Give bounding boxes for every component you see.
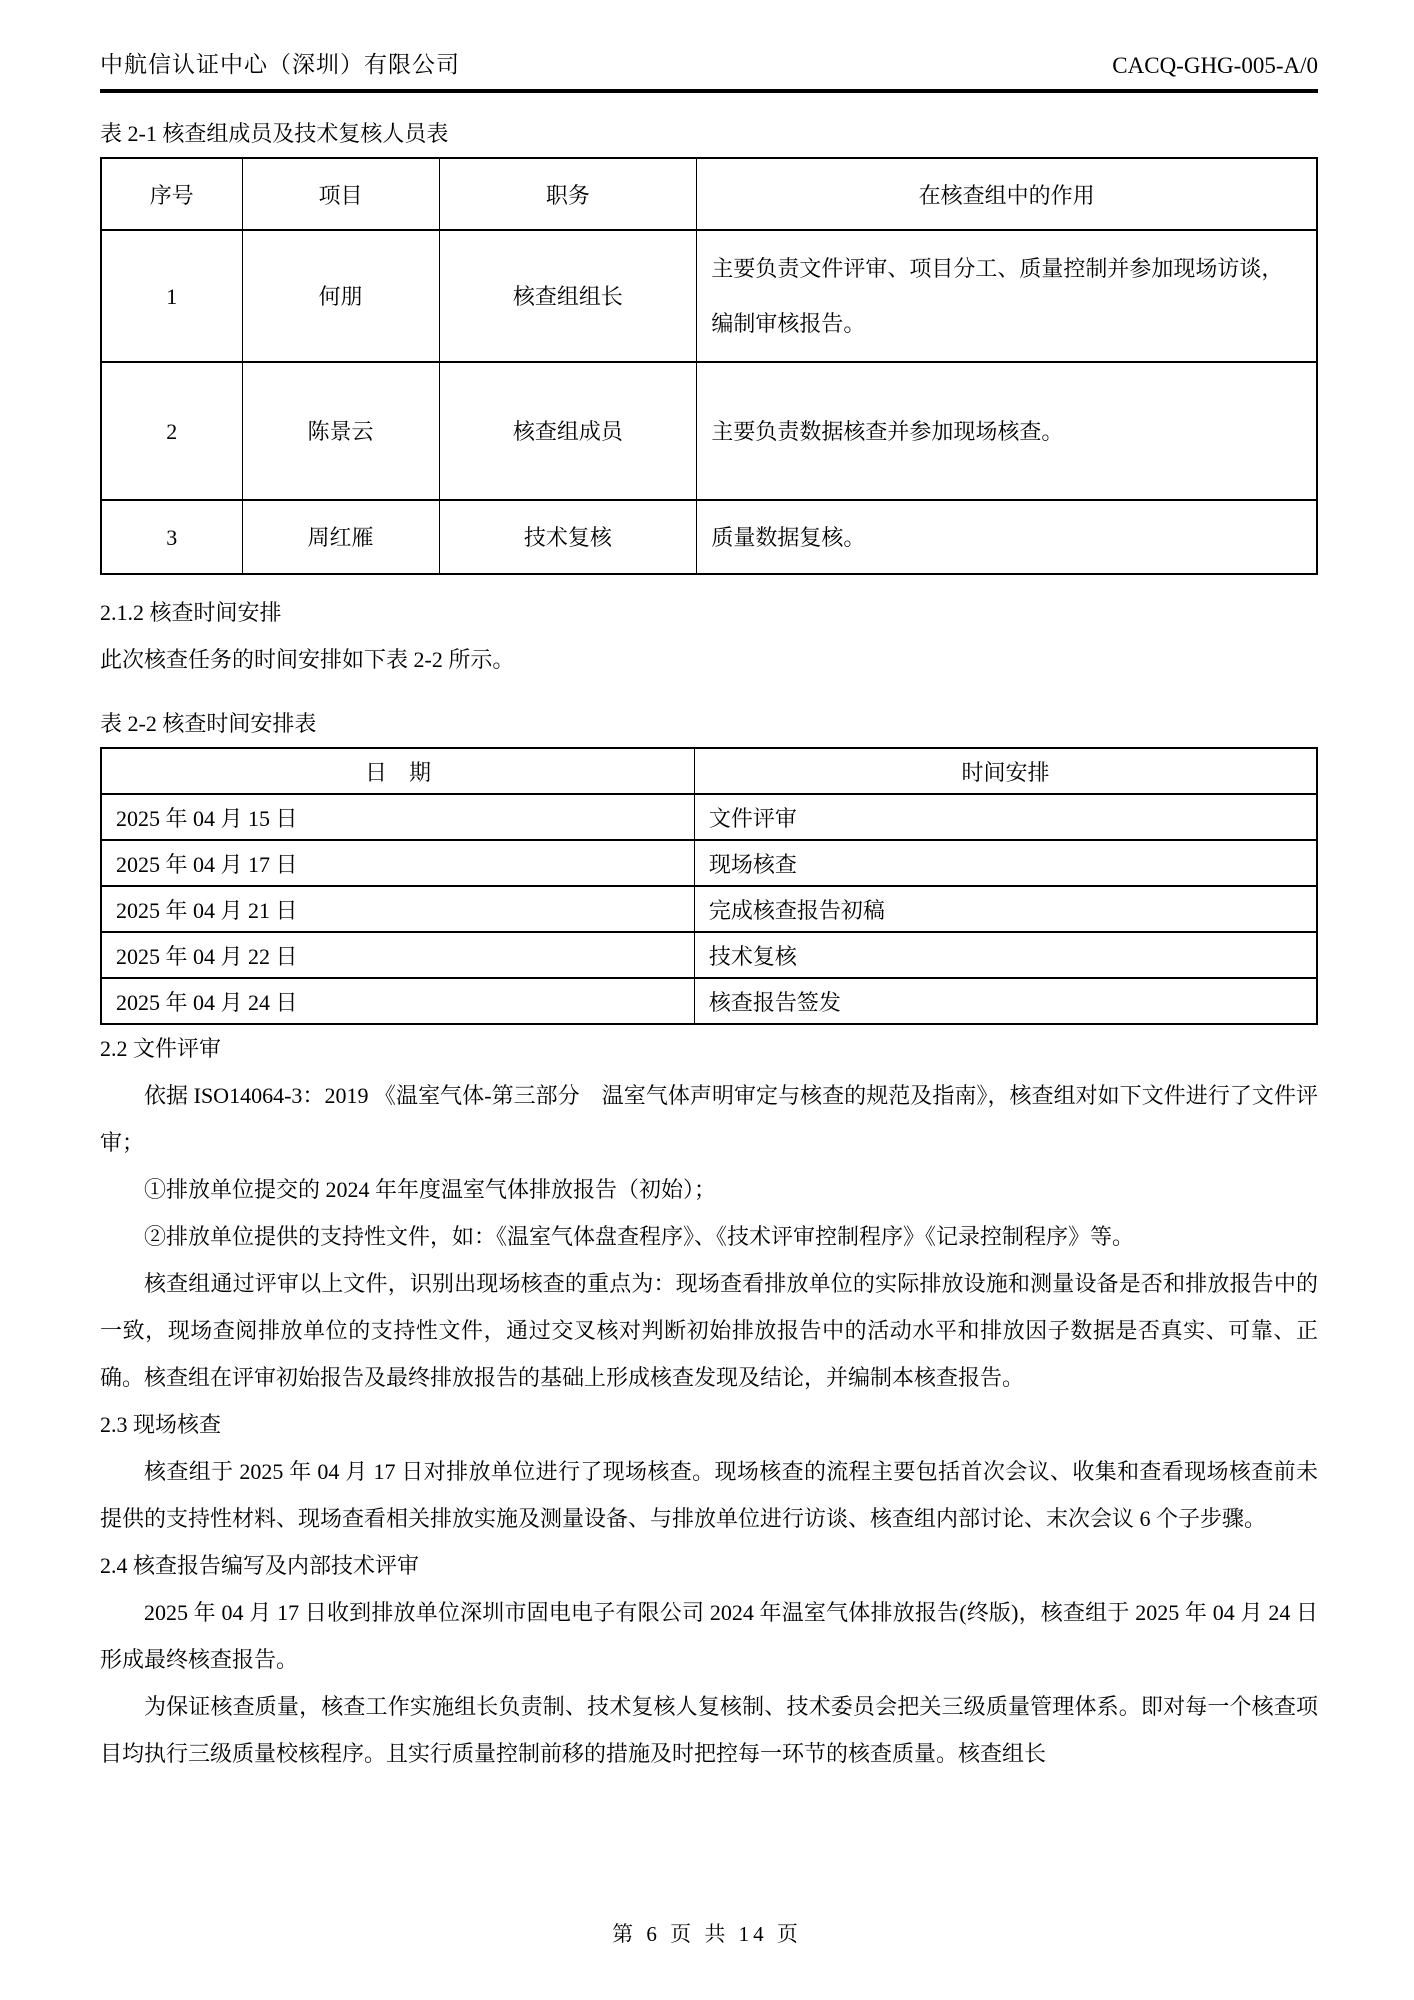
- company-name: 中航信认证中心（深圳）有限公司: [100, 52, 460, 77]
- cell-duty: 主要负责文件评审、项目分工、质量控制并参加现场访谈，编制审核报告。: [697, 230, 1317, 362]
- cell-index: 1: [101, 230, 242, 362]
- table-row: [101, 362, 1317, 500]
- cell-date: 2025 年 04 月 17 日: [101, 840, 694, 886]
- page-number: 第 6 页 共 14 页: [612, 1922, 802, 1946]
- document-header: [100, 46, 1318, 93]
- cell-name: 何朋: [242, 230, 439, 362]
- table-row: [101, 500, 1317, 574]
- section-212-intro: 此次核查任务的时间安排如下表 2-2 所示。: [100, 647, 515, 672]
- table-row: [101, 794, 1317, 840]
- cell-activity: 核查报告签发: [694, 978, 1317, 1024]
- section-23-paragraph-1: 核查组于 2025 年 04 月 17 日对排放单位进行了现场核查。现场核查的流程主要包括首次会议、收集和查看现场核查前未提供的支持性材料、现场查看相关排放实施及测量设备、与排放单位进行访谈、核查组内部讨论、末次会议 6 个子步骤。: [100, 1459, 1318, 1531]
- table1-caption: 表 2-1 核查组成员及技术复核人员表: [100, 121, 449, 146]
- table2-caption: 表 2-2 核查时间安排表: [100, 711, 317, 736]
- cell-duty: 主要负责数据核查并参加现场核查。: [697, 362, 1317, 500]
- team-table-header-row: [101, 158, 1317, 230]
- team-table-header-duty: 在核查组中的作用: [697, 158, 1317, 230]
- section-22-item-1: ①排放单位提交的 2024 年年度温室气体排放报告（初始）；: [144, 1177, 717, 1202]
- cell-duty: 质量数据复核。: [697, 500, 1317, 574]
- section-24-paragraph-1: 2025 年 04 月 17 日收到排放单位深圳市固电电子有限公司 2024 年温室气体排放报告(终版)，核查组于 2025 年 04 月 24 日形成最终核查报告。: [100, 1600, 1318, 1672]
- cell-activity: 现场核查: [694, 840, 1317, 886]
- table-row: [101, 978, 1317, 1024]
- cell-name: 周红雁: [242, 500, 439, 574]
- cell-activity: 文件评审: [694, 794, 1317, 840]
- schedule-table-header-row: [101, 748, 1317, 794]
- table-row: [101, 230, 1317, 362]
- cell-activity: 完成核查报告初稿: [694, 886, 1317, 932]
- cell-index: 3: [101, 500, 242, 574]
- schedule-table: [100, 747, 1318, 1025]
- table-row: [101, 886, 1317, 932]
- team-table: [100, 157, 1318, 575]
- cell-date: 2025 年 04 月 24 日: [101, 978, 694, 1024]
- table-row: [101, 840, 1317, 886]
- cell-activity: 技术复核: [694, 932, 1317, 978]
- cell-date: 2025 年 04 月 21 日: [101, 886, 694, 932]
- section-212-heading: 2.1.2 核查时间安排: [100, 600, 282, 625]
- schedule-header-activity: 时间安排: [694, 748, 1317, 794]
- section-22-heading: 2.2 文件评审: [100, 1036, 222, 1061]
- cell-index: 2: [101, 362, 242, 500]
- cell-date: 2025 年 04 月 15 日: [101, 794, 694, 840]
- document-number: CACQ-GHG-005-A/0: [1112, 53, 1318, 78]
- team-table-header-index: 序号: [101, 158, 242, 230]
- cell-role: 技术复核: [439, 500, 697, 574]
- section-24-paragraph-2: 为保证核查质量，核查工作实施组长负责制、技术复核人复核制、技术委员会把关三级质量管理体系。即对每一个核查项目均执行三级质量校核程序。且实行质量控制前移的措施及时把控每一环节的核查质量。核查组长: [100, 1694, 1318, 1766]
- team-table-header-name: 项目: [242, 158, 439, 230]
- table-row: [101, 932, 1317, 978]
- cell-role: 核查组组长: [439, 230, 697, 362]
- team-table-header-role: 职务: [439, 158, 697, 230]
- section-22-paragraph-2: 核查组通过评审以上文件，识别出现场核查的重点为：现场查看排放单位的实际排放设施和测量设备是否和排放报告中的一致，现场查阅排放单位的支持性文件，通过交叉核对判断初始排放报告中的活动水平和排放因子数据是否真实、可靠、正确。核查组在评审初始报告及最终排放报告的基础上形成核查发现及结论，并编制本核查报告。: [100, 1271, 1318, 1390]
- section-22-paragraph-1: 依据 ISO14064-3：2019 《温室气体-第三部分 温室气体声明审定与核查的规范及指南》，核查组对如下文件进行了文件评审；: [100, 1083, 1318, 1155]
- section-24-heading: 2.4 核查报告编写及内部技术评审: [100, 1553, 420, 1578]
- section-22-item-2: ②排放单位提供的支持性文件，如：《温室气体盘查程序》、《技术评审控制程序》《记录控制程序》等。: [144, 1224, 1135, 1249]
- cell-date: 2025 年 04 月 22 日: [101, 932, 694, 978]
- cell-name: 陈景云: [242, 362, 439, 500]
- schedule-header-date: 日 期: [101, 748, 694, 794]
- cell-role: 核查组成员: [439, 362, 697, 500]
- section-23-heading: 2.3 现场核查: [100, 1412, 222, 1437]
